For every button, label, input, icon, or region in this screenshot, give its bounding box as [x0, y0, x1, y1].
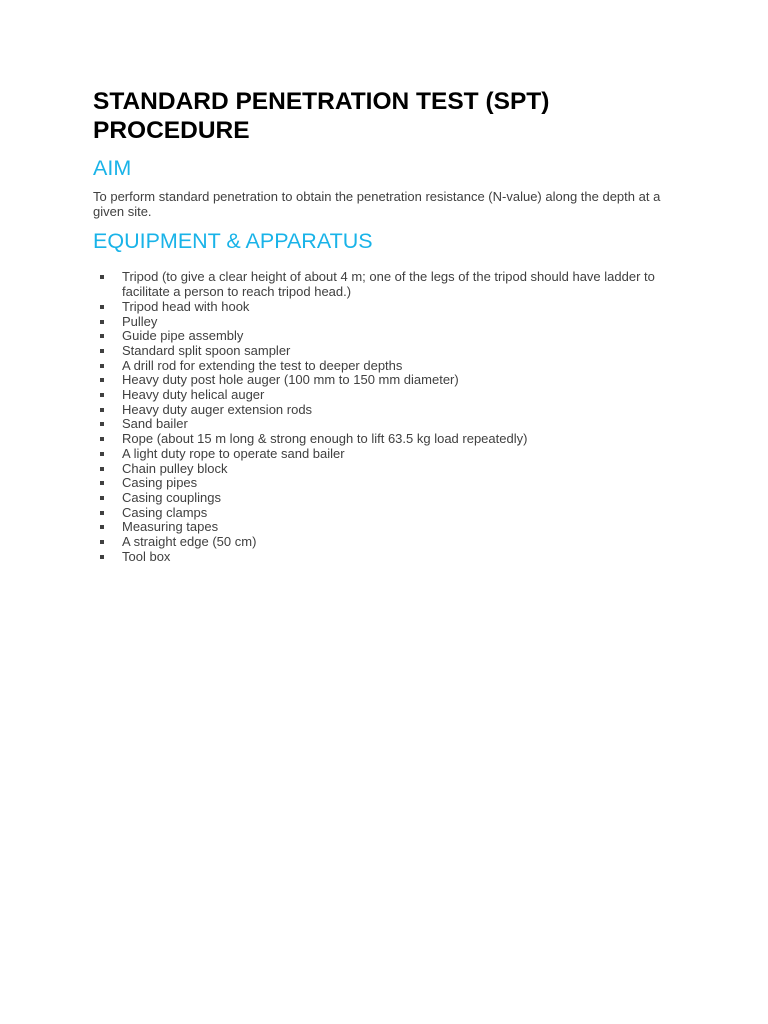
square-bullet-icon: [100, 422, 104, 426]
equipment-list: [93, 270, 683, 564]
list-item: [93, 315, 683, 330]
list-item-text: A light duty rope to operate sand bailer: [122, 445, 345, 461]
aim-paragraph: To perform standard penetration to obtain the penetration resistance (N-value) along the depth at a given site.: [93, 189, 661, 219]
list-item: [93, 403, 683, 418]
square-bullet-icon: [100, 481, 104, 485]
square-bullet-icon: [100, 334, 104, 338]
square-bullet-icon: [100, 496, 104, 500]
list-item: [93, 344, 683, 359]
square-bullet-icon: [100, 349, 104, 353]
square-bullet-icon: [100, 540, 104, 544]
title-line-1: STANDARD PENETRATION TEST (SPT): [93, 88, 550, 115]
list-item-text: Tool box: [122, 548, 171, 564]
list-item: [93, 359, 683, 374]
square-bullet-icon: [100, 393, 104, 397]
list-item: [93, 373, 683, 388]
square-bullet-icon: [100, 511, 104, 515]
list-item: [93, 388, 683, 403]
aim-heading: AIM: [93, 156, 132, 180]
list-item-text: Tripod (to give a clear height of about 4 m; one of the legs of the tripod should have ladder to facilitate a person to reach tripod head.): [122, 269, 655, 300]
list-item: [93, 462, 683, 477]
square-bullet-icon: [100, 437, 104, 441]
list-item: [93, 417, 683, 432]
list-item-text: A drill rod for extending the test to deeper depths: [122, 357, 403, 373]
list-item: [93, 447, 683, 462]
equipment-heading: EQUIPMENT & APPARATUS: [93, 229, 373, 254]
list-item-text: Heavy duty auger extension rods: [122, 401, 313, 417]
document-page: [93, 88, 683, 564]
list-item-text: Heavy duty post hole auger (100 mm to 150 mm diameter): [122, 372, 459, 388]
list-item-text: Standard split spoon sampler: [122, 342, 291, 358]
square-bullet-icon: [100, 364, 104, 368]
list-item: [93, 491, 683, 506]
square-bullet-icon: [100, 525, 104, 529]
list-item: [93, 550, 683, 565]
list-item-text: Rope (about 15 m long & strong enough to lift 63.5 kg load repeatedly): [122, 431, 528, 447]
list-item: [93, 520, 683, 535]
list-item: [93, 270, 683, 299]
square-bullet-icon: [100, 467, 104, 471]
list-item-text: Casing clamps: [122, 504, 208, 520]
list-item-text: Heavy duty helical auger: [122, 387, 265, 403]
square-bullet-icon: [100, 452, 104, 456]
square-bullet-icon: [100, 408, 104, 412]
list-item-text: Chain pulley block: [122, 460, 228, 476]
square-bullet-icon: [100, 275, 104, 279]
square-bullet-icon: [100, 305, 104, 309]
square-bullet-icon: [100, 378, 104, 382]
list-item: [93, 300, 683, 315]
list-item: [93, 535, 683, 550]
list-item-text: Tripod head with hook: [122, 298, 250, 314]
list-item: [93, 432, 683, 447]
title-line-2: PROCEDURE: [93, 116, 250, 144]
list-item-text: Guide pipe assembly: [122, 328, 244, 344]
list-item-text: Pulley: [122, 313, 158, 329]
list-item-text: Measuring tapes: [122, 519, 219, 535]
list-item-text: Casing couplings: [122, 489, 222, 505]
list-item: [93, 329, 683, 344]
square-bullet-icon: [100, 320, 104, 324]
square-bullet-icon: [100, 555, 104, 559]
document-title: [93, 88, 683, 145]
list-item: [93, 476, 683, 491]
list-item-text: Casing pipes: [122, 475, 198, 491]
list-item: [93, 506, 683, 521]
list-item-text: Sand bailer: [122, 416, 188, 432]
list-item-text: A straight edge (50 cm): [122, 534, 257, 550]
